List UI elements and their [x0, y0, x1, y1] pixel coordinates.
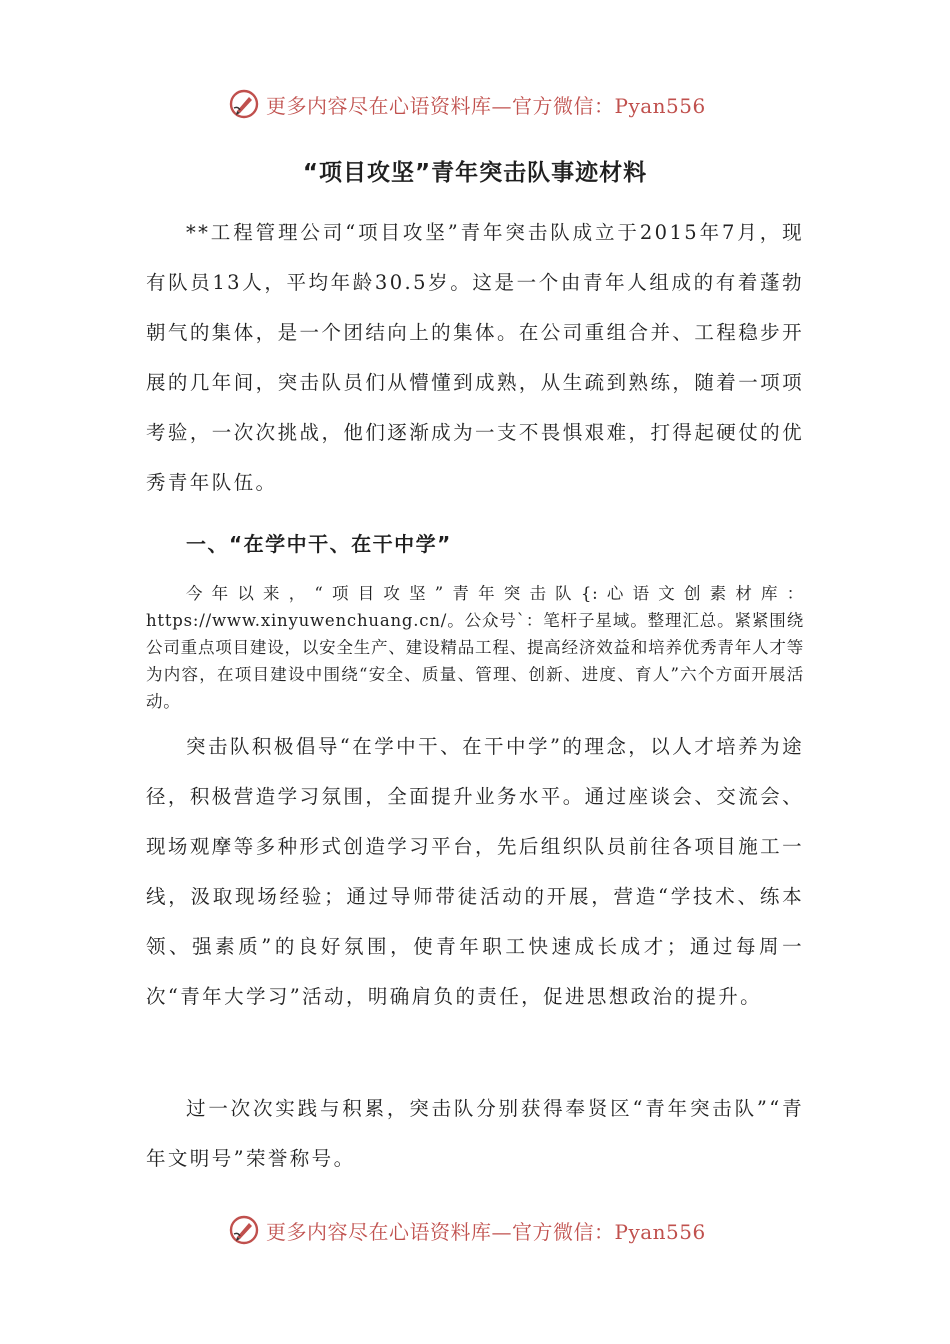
watermark-banner-bottom	[228, 1212, 748, 1248]
section-heading: 一、“在学中干、在干中学”	[186, 532, 452, 556]
document-title: “项目攻坚”青年突击队事迹材料	[302, 160, 648, 186]
section-paragraph-2: 突击队积极倡导“在学中干、在干中学”的理念，以人才培养为途径，积极营造学习氛围，全面提升业务水平。通过座谈会、交流会、现场观摩等多种形式创造学习平台，先后组织队员前往各项目施工一线，汲取现场经验；通过导师带徒活动的开展，营造“学技术、练本领、强素质”的良好氛围，使青年职工快速成长成才；通过每周一次“青年大学习”活动，明确肩负的责任，促进思想政治的提升。	[146, 735, 804, 1008]
watermark-banner-top	[228, 86, 748, 122]
section-paragraph-1: 今年以来，“项目攻坚”青年突击队{:心语文创素材库：https://www.xinyuwenchuang.cn/。公众号`：笔杆子星域。整理汇总。紧紧围绕公司重点项目建设，以安全生产、建设精品工程、提高经济效益和培养优秀青年人才等为内容，在项目建设中围绕“安全、质量、管理、创新、进度、育人”六个方面开展活动。	[146, 584, 804, 711]
intro-paragraph: **工程管理公司“项目攻坚”青年突击队成立于2015年7月，现有队员13人，平均年龄30.5岁。这是一个由青年人组成的有着蓬勃朝气的集体，是一个团结向上的集体。在公司重组合并、工程稳步开展的几年间，突击队员们从懵懂到成熟，从生疏到熟练，随着一项项考验，一次次挑战，他们逐渐成为一支不畏惧艰难，打得起硬仗的优秀青年队伍。	[146, 221, 804, 494]
pen-logo-icon	[228, 1214, 260, 1246]
pen-logo-icon	[228, 88, 260, 120]
watermark-text: 更多内容尽在心语资料库—官方微信：Pyan556	[266, 93, 706, 118]
section-paragraph-3: 过一次次实践与积累，突击队分别获得奉贤区“青年突击队”“青年文明号”荣誉称号。	[146, 1097, 804, 1170]
watermark-text: 更多内容尽在心语资料库—官方微信：Pyan556	[266, 1219, 706, 1244]
